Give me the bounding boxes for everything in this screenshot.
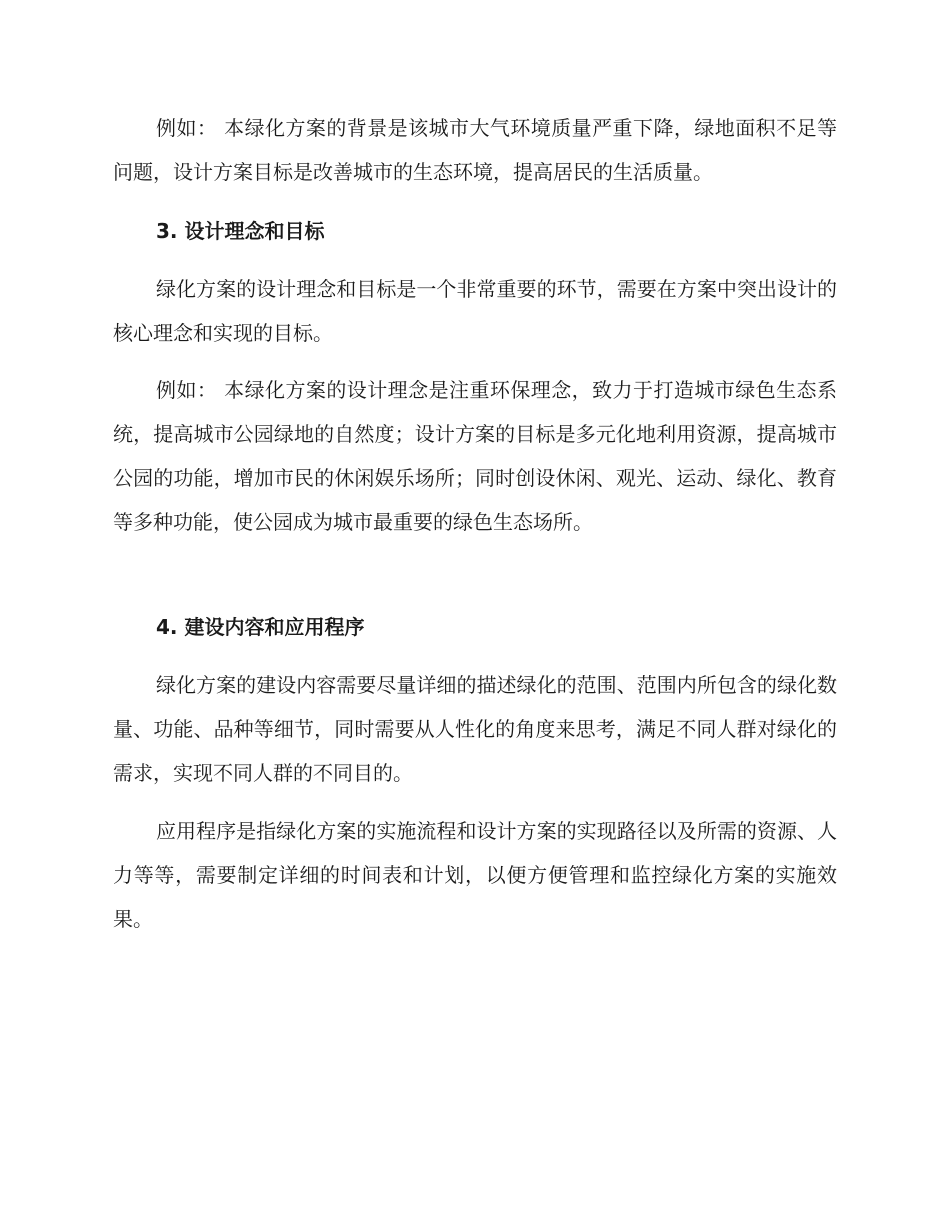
paragraph-background-example: 例如： 本绿化方案的背景是该城市大气环境质量严重下降，绿地面积不足等问题，设计方案目标是改善城市的生态环境，提高居民的生活质量。 [113, 116, 837, 184]
section-heading-construction-content: 4. 建设内容和应用程序 [156, 615, 365, 639]
paragraph-construction-content: 绿化方案的建设内容需要尽量详细的描述绿化的范围、范围内所包含的绿化数量、功能、品种等细节，同时需要从人性化的角度来思考，满足不同人群对绿化的需求，实现不同人群的不同目的。 [113, 673, 837, 785]
paragraph-design-concept-example: 例如： 本绿化方案的设计理念是注重环保理念，致力于打造城市绿色生态系统，提高城市公园绿地的自然度；设计方案的目标是多元化地利用资源，提高城市公园的功能，增加市民的休闲娱乐场所；同时创设休闲、观光、运动、绿化、教育等多种功能，使公园成为城市最重要的绿色生态场所。 [113, 378, 837, 534]
paragraph-design-concept-intro: 绿化方案的设计理念和目标是一个非常重要的环节，需要在方案中突出设计的核心理念和实现的目标。 [113, 277, 837, 345]
section-heading-design-concept: 3. 设计理念和目标 [156, 219, 325, 243]
paragraph-application-procedure: 应用程序是指绿化方案的实施流程和设计方案的实现路径以及所需的资源、人力等等，需要制定详细的时间表和计划，以便方便管理和监控绿化方案的实施效果。 [113, 819, 837, 931]
